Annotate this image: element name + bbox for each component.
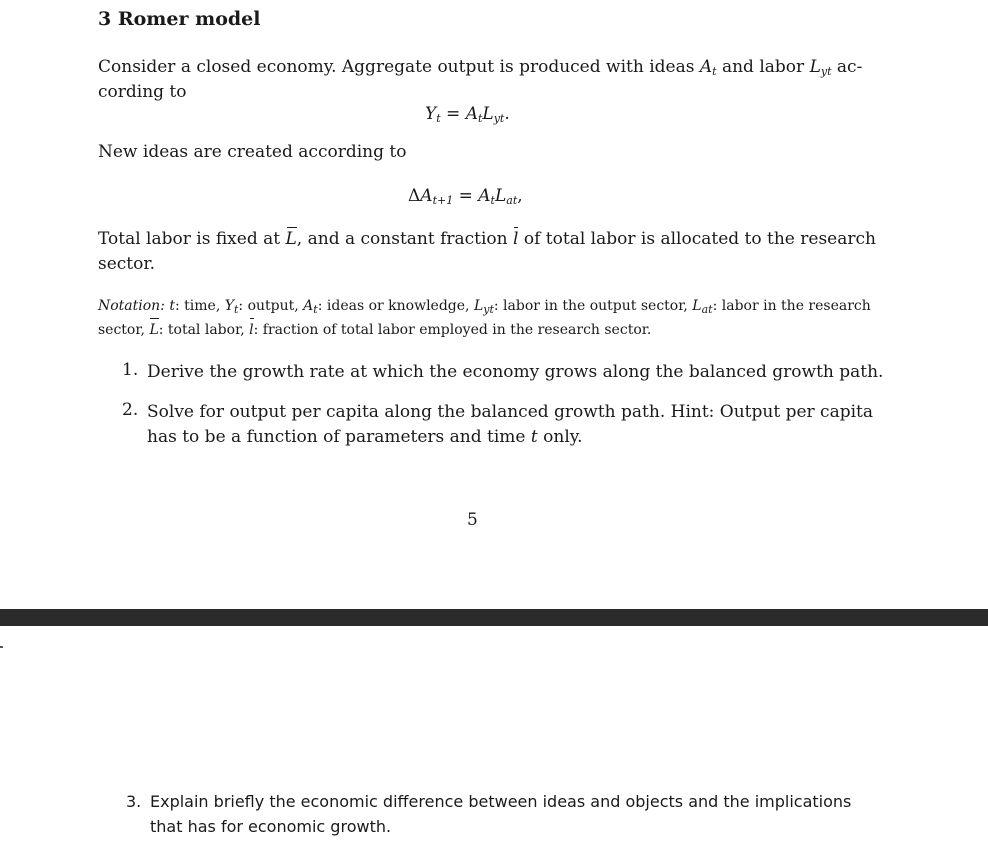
equation-ideas: $\Delta A_{t+1} = A_tL_{at}$, (408, 186, 523, 207)
question-1-text: Derive the growth rate at which the economy grows along the balanced growth path. (147, 362, 884, 382)
math-At: $A_t$ (699, 57, 717, 78)
new-ideas-text: New ideas are created according to (98, 142, 407, 162)
math-Lyt: $L_{yt}$ (809, 57, 832, 78)
section-title: 3 Romer model (98, 8, 261, 30)
question-3-text-line-2: that has for economic growth. (150, 817, 392, 836)
page-divider (0, 609, 988, 626)
equation-output: $Y_t = A_tL_{yt}$. (425, 104, 510, 125)
total-labor-line-1: Total labor is fixed at L, and a constant fraction l of total labor is allocated to the research (98, 227, 876, 252)
scroll-marker (0, 646, 3, 648)
question-2-number: 2. (122, 400, 139, 420)
total-labor-line-2: sector. (98, 254, 156, 274)
question-3-text-line-1: Explain briefly the economic difference between ideas and objects and the implications (150, 792, 852, 811)
question-2-text-line-2: has to be a function of parameters and time t only. (147, 427, 583, 447)
intro-line-2: cording to (98, 82, 187, 102)
page-number: 5 (467, 510, 478, 530)
intro-line-1: Consider a closed economy. Aggregate output is produced with ideas $A_t$ and labor $L_{yt}$ ac- (98, 57, 863, 78)
question-2-text-line-1: Solve for output per capita along the balanced growth path. Hint: Output per capita (147, 402, 873, 422)
question-1-number: 1. (122, 360, 139, 380)
math-lbar: l (513, 227, 518, 252)
notation-line-1: Notation: t: time, $Y_t$: output, $A_t$: ideas or knowledge, $L_{yt}$: labor in the output sector, $L_{at}$: labor in the research (98, 298, 871, 316)
question-3-number: 3. (126, 792, 142, 811)
notation-line-2: sector, L: total labor, l: fraction of total labor employed in the research sector. (98, 318, 651, 342)
math-Lbar: L (286, 227, 297, 252)
